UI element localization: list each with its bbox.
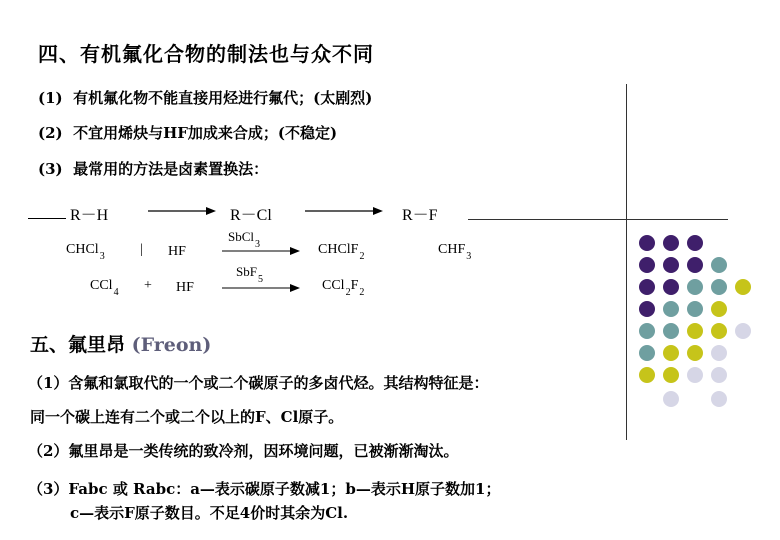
dot <box>639 301 655 317</box>
general-r-cl: R－Cl <box>230 207 272 224</box>
dot <box>663 345 679 361</box>
general-r-h: R－H <box>70 207 109 224</box>
dot <box>663 323 679 339</box>
item-text: 不宜用烯炔与HF加成来合成；(不稳定) <box>73 124 338 142</box>
reactant-ccl4: CCl$_4$ <box>90 278 119 298</box>
dot <box>663 257 679 273</box>
arrow-4 <box>222 282 302 294</box>
list-item <box>38 158 268 179</box>
paragraph-3b: c—表示F原子数目。不足4价时其余为Cl. <box>70 504 349 522</box>
item-number: (2) <box>38 124 63 142</box>
dot <box>711 367 727 383</box>
dot <box>639 279 655 295</box>
dot <box>711 323 727 339</box>
dot <box>663 279 679 295</box>
dot <box>639 367 655 383</box>
plus-sign: + <box>144 278 152 293</box>
dot <box>639 235 655 251</box>
arrow-1 <box>148 204 218 218</box>
item-number: (3) <box>38 160 63 178</box>
general-r-f: R－F <box>402 207 438 224</box>
dot <box>639 323 655 339</box>
dot <box>711 301 727 317</box>
separator-line <box>468 219 626 220</box>
dot <box>663 301 679 317</box>
dot <box>687 257 703 273</box>
dot <box>687 323 703 339</box>
dot <box>687 367 703 383</box>
dot <box>711 279 727 295</box>
section-5-title <box>30 330 211 357</box>
paragraph-1: （1）含氟和氯取代的一个或二个碳原子的多卤代烃。其结构特征是： <box>28 374 489 392</box>
arrow-3 <box>222 245 302 257</box>
product-chf3: $CHF_3$ <box>438 242 472 262</box>
paragraph-3: （3）Fabc 或 Rabc：a—表示碳原子数减1；b—表示H原子数加1； <box>28 480 501 498</box>
item-number: (1) <box>38 89 63 107</box>
dot <box>663 235 679 251</box>
catalyst-sbcl3: SbCl$_3$ <box>228 229 261 250</box>
dot <box>663 367 679 383</box>
decorative-dot-grid <box>634 232 764 412</box>
dot <box>663 391 679 407</box>
separator-bar: | <box>140 242 143 257</box>
list-item <box>38 122 337 143</box>
list-item <box>38 87 372 108</box>
reagent-hf: HF <box>168 244 186 259</box>
product-ccl2f2: $CCl_2F_2$ <box>322 278 365 298</box>
dot <box>687 279 703 295</box>
dot <box>735 323 751 339</box>
catalyst-sbf5: SbF$_5$ <box>236 264 263 285</box>
dot <box>687 345 703 361</box>
dot <box>687 301 703 317</box>
dot <box>711 257 727 273</box>
dot <box>711 391 727 407</box>
dot <box>639 345 655 361</box>
title-cn: 五、氟里昂 <box>30 334 126 356</box>
paragraph-2: （2）氟里昂是一类传统的致冷剂，因环境问题，已被渐渐淘汰。 <box>28 442 459 460</box>
dot <box>711 345 727 361</box>
reagent-hf: HF <box>176 280 194 295</box>
decorative-horizontal-line <box>626 219 728 220</box>
section-4-title: 四、有机氟化合物的制法也与众不同 <box>38 42 374 66</box>
item-text: 最常用的方法是卤素置换法： <box>73 160 269 178</box>
title-en: (Freon) <box>131 334 212 356</box>
item-text: 有机氟化物不能直接用烃进行氟代；(太剧烈) <box>73 89 373 107</box>
dot <box>639 257 655 273</box>
arrow-2 <box>305 204 385 218</box>
reactant-chcl3: CHCl$_3$ <box>66 242 105 262</box>
dot <box>735 279 751 295</box>
underline-mark <box>28 218 66 219</box>
product-chclf2: CHClF$_2$ <box>318 242 365 262</box>
paragraph-1b: 同一个碳上连有二个或二个以上的F、Cl原子。 <box>30 408 344 426</box>
dot <box>687 235 703 251</box>
decorative-vertical-line <box>626 84 627 440</box>
